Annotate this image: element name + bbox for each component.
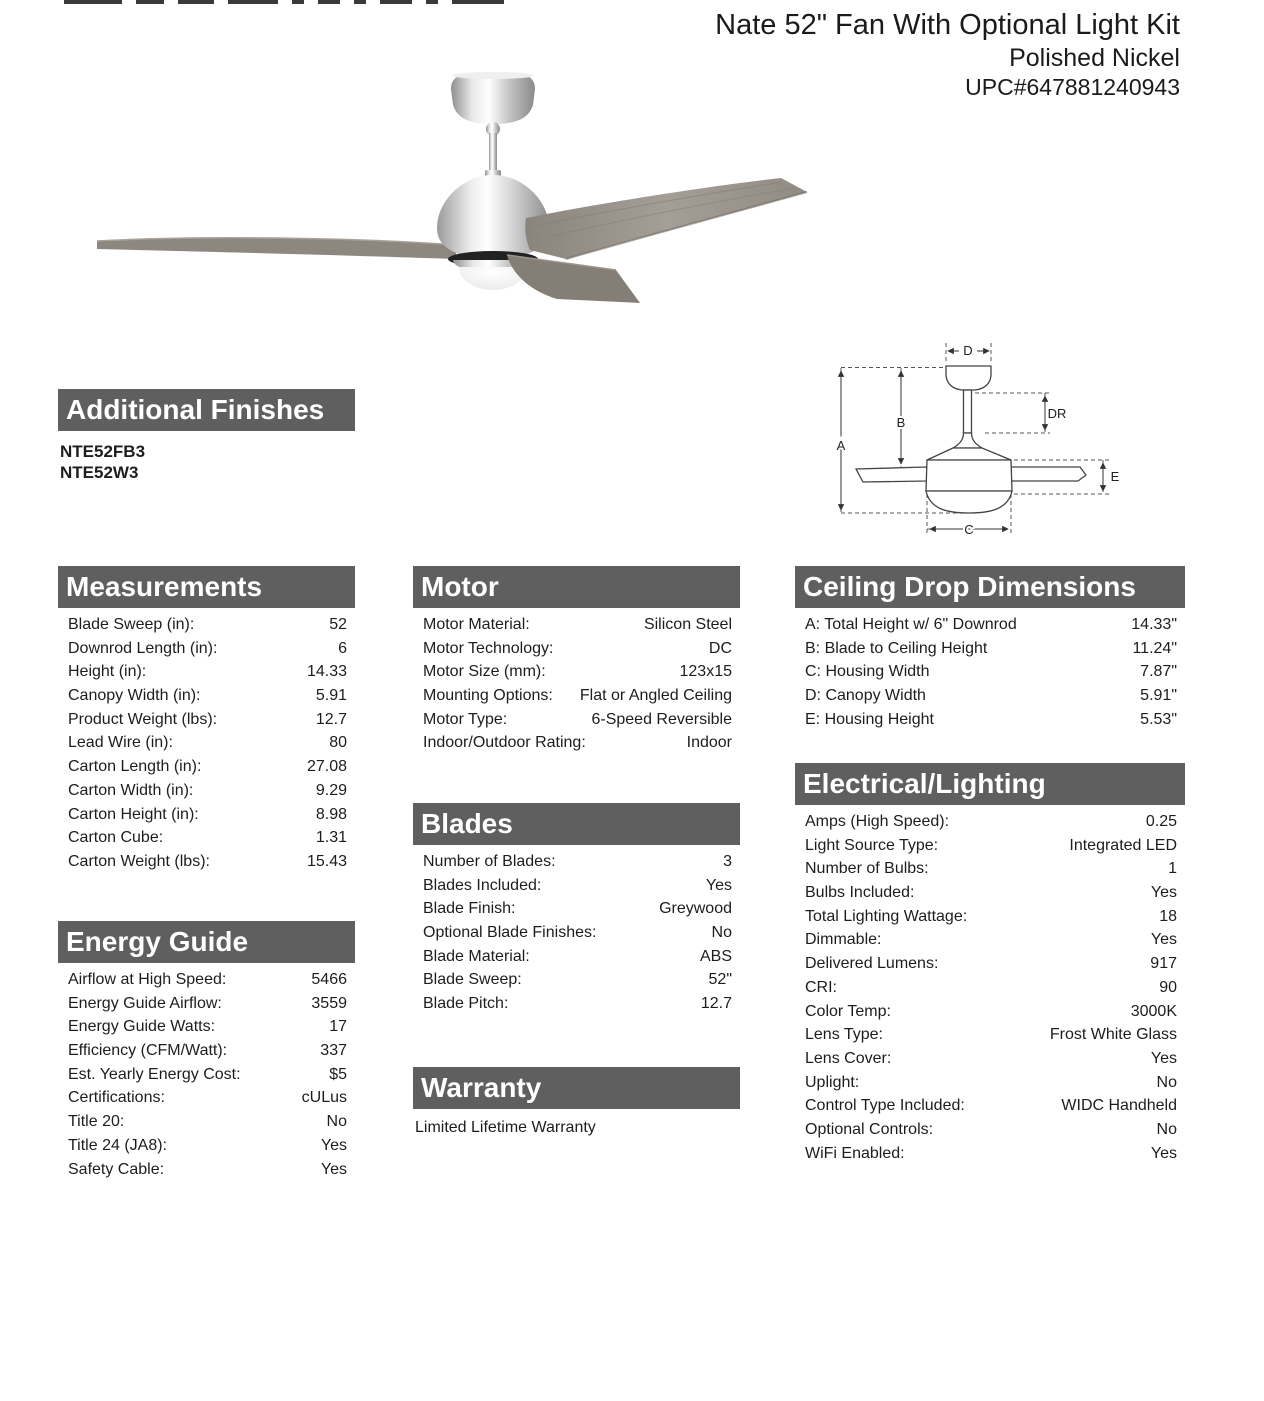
spec-row <box>58 613 355 637</box>
additional-finishes-list <box>58 441 355 483</box>
spec-label: B: Blade to Ceiling Height <box>805 639 988 657</box>
spec-label: Blade Finish: <box>423 900 516 918</box>
spec-value: ABS <box>699 947 732 965</box>
spec-row <box>795 905 1185 929</box>
motor-rows <box>413 613 740 755</box>
spec-value: Yes <box>1150 1049 1177 1067</box>
spec-label: Dimmable: <box>805 931 882 949</box>
spec-value: 80 <box>329 734 347 752</box>
spec-row <box>413 992 740 1016</box>
spec-row <box>795 928 1185 952</box>
spec-row <box>58 684 355 708</box>
spec-label: Energy Guide Airflow: <box>68 994 222 1012</box>
spec-value: 14.33" <box>1131 616 1177 633</box>
spec-label: Blade Pitch: <box>423 995 509 1013</box>
spec-value: Flat or Angled Ceiling <box>579 687 732 705</box>
additional-finishes-header: Additional Finishes <box>58 389 355 431</box>
spec-row <box>58 755 355 779</box>
spec-label: Carton Width (in): <box>68 781 194 799</box>
diagram-housing-cone <box>927 448 1011 460</box>
spec-row <box>795 708 1185 732</box>
ceiling-drop-rows <box>795 613 1185 731</box>
spec-row <box>58 1110 355 1134</box>
spec-value: Greywood <box>659 900 732 918</box>
diagram-blade-right <box>1011 467 1086 481</box>
dim-label-c: C <box>964 522 974 537</box>
energy-guide-section <box>58 921 355 1181</box>
motor-header: Motor <box>413 566 740 608</box>
energy-guide-rows <box>58 968 355 1181</box>
spec-label: Carton Length (in): <box>68 758 202 776</box>
energy-guide-header: Energy Guide <box>58 921 355 963</box>
product-upc: UPC#647881240943 <box>965 74 1180 100</box>
spec-label: Motor Technology: <box>423 639 554 657</box>
electrical-lighting-rows <box>795 810 1185 1165</box>
spec-value: 9.29 <box>315 781 347 799</box>
product-finish: Polished Nickel <box>1009 44 1180 72</box>
spec-value: 17 <box>329 1018 347 1036</box>
ceiling-drop-diagram <box>835 338 1135 553</box>
spec-row <box>58 1158 355 1182</box>
spec-row <box>58 637 355 661</box>
diagram-canopy <box>946 366 991 390</box>
dim-label-dr: DR <box>1047 406 1067 421</box>
ceiling-drop-header: Ceiling Drop Dimensions <box>795 566 1185 608</box>
spec-value: 5.53" <box>1140 710 1177 728</box>
fan-blade-left <box>97 238 456 259</box>
spec-label: Blade Material: <box>423 947 530 965</box>
spec-label: Blades Included: <box>423 876 542 894</box>
spec-row <box>413 874 740 898</box>
spec-label: C: Housing Width <box>805 663 930 681</box>
spec-value: cULus <box>301 1089 347 1107</box>
spec-row <box>58 1039 355 1063</box>
spec-label: WiFi Enabled: <box>805 1144 905 1162</box>
spec-row <box>58 992 355 1016</box>
spec-row <box>413 708 740 732</box>
spec-row <box>58 779 355 803</box>
spec-label: Light Source Type: <box>805 836 939 854</box>
spec-row <box>795 952 1185 976</box>
spec-row <box>413 945 740 969</box>
spec-row <box>795 976 1185 1000</box>
spec-value: 917 <box>1150 955 1177 973</box>
spec-value: 123x15 <box>679 663 732 681</box>
spec-label: Airflow at High Speed: <box>68 971 227 988</box>
spec-row <box>58 803 355 827</box>
spec-row <box>795 881 1185 905</box>
spec-label: Lens Cover: <box>805 1049 892 1067</box>
spec-row <box>795 1047 1185 1071</box>
measurements-rows <box>58 613 355 874</box>
spec-value: 6 <box>338 639 347 657</box>
spec-label: Delivered Lumens: <box>805 955 939 973</box>
spec-label: Certifications: <box>68 1089 165 1107</box>
spec-label: Product Weight (lbs): <box>68 710 218 728</box>
spec-row <box>795 1142 1185 1166</box>
spec-row <box>413 850 740 874</box>
spec-row <box>58 1015 355 1039</box>
spec-label: Carton Cube: <box>68 829 164 847</box>
diagram-downrod <box>964 390 972 433</box>
spec-value: 5.91" <box>1140 687 1177 705</box>
warranty-text: Limited Lifetime Warranty <box>415 1119 596 1136</box>
spec-label: A: Total Height w/ 6" Downrod <box>805 616 1017 633</box>
warranty-section <box>413 1067 740 1137</box>
spec-value: 14.33 <box>306 663 347 681</box>
spec-value: $5 <box>329 1065 347 1083</box>
spec-label: Motor Type: <box>423 710 508 728</box>
spec-value: Frost White Glass <box>1049 1026 1177 1044</box>
spec-row <box>795 613 1185 637</box>
spec-label: Total Lighting Wattage: <box>805 907 968 925</box>
spec-label: Indoor/Outdoor Rating: <box>423 734 586 752</box>
spec-row <box>795 1000 1185 1024</box>
finish-item: NTE52W3 <box>60 463 139 482</box>
spec-label: CRI: <box>805 978 837 996</box>
spec-row <box>58 731 355 755</box>
spec-label: Lens Type: <box>805 1026 883 1044</box>
spec-value: 15.43 <box>306 852 347 870</box>
spec-value: 27.08 <box>306 758 347 776</box>
spec-value: No <box>1156 1120 1177 1138</box>
spec-label: Height (in): <box>68 663 147 681</box>
spec-row <box>795 660 1185 684</box>
spec-row <box>58 968 355 992</box>
spec-row <box>795 1118 1185 1142</box>
spec-label: Title 20: <box>68 1113 125 1131</box>
spec-label: Number of Blades: <box>423 853 556 870</box>
spec-value: 11.24" <box>1132 639 1177 657</box>
spec-label: Carton Weight (lbs): <box>68 852 210 870</box>
diagram-blade-left <box>856 467 927 482</box>
spec-label: Energy Guide Watts: <box>68 1018 216 1036</box>
spec-value: DC <box>708 639 732 657</box>
spec-value: 1.31 <box>315 829 347 847</box>
measurements-header: Measurements <box>58 566 355 608</box>
spec-value: Yes <box>1150 884 1177 902</box>
spec-label: Lead Wire (in): <box>68 734 173 752</box>
spec-label: Blade Sweep: <box>423 971 522 989</box>
spec-value: 1 <box>1168 860 1177 878</box>
spec-label: Canopy Width (in): <box>68 687 201 705</box>
spec-label: Color Temp: <box>805 1002 891 1020</box>
spec-label: Efficiency (CFM/Watt): <box>68 1042 228 1060</box>
spec-label: D: Canopy Width <box>805 687 926 705</box>
spec-value: No <box>326 1113 347 1131</box>
dim-label-e: E <box>1110 469 1120 484</box>
electrical-lighting-section <box>795 763 1185 1165</box>
fan-product-image <box>60 45 820 355</box>
blades-header: Blades <box>413 803 740 845</box>
spec-label: Est. Yearly Energy Cost: <box>68 1065 241 1083</box>
spec-label: Control Type Included: <box>805 1097 965 1115</box>
spec-label: Uplight: <box>805 1073 860 1091</box>
spec-row <box>795 1071 1185 1095</box>
spec-label: Optional Controls: <box>805 1120 934 1138</box>
diagram-housing-band <box>926 460 1012 491</box>
spec-value: 90 <box>1159 978 1177 996</box>
spec-row <box>58 826 355 850</box>
fan-blade-front <box>507 255 640 303</box>
spec-value: Yes <box>320 1136 347 1154</box>
spec-value: Yes <box>1150 1144 1177 1162</box>
spec-row <box>413 731 740 755</box>
dim-label-d: D <box>963 343 973 358</box>
additional-finishes-section <box>58 389 355 483</box>
fan-blade-right <box>525 178 807 259</box>
spec-value: Yes <box>1150 931 1177 949</box>
spec-label: Blade Sweep (in): <box>68 616 195 633</box>
spec-label: E: Housing Height <box>805 710 934 728</box>
spec-value: 8.98 <box>315 805 347 823</box>
ceiling-drop-section <box>795 566 1185 731</box>
spec-label: Motor Material: <box>423 616 530 633</box>
spec-value: 5.91 <box>315 687 347 705</box>
spec-row <box>413 684 740 708</box>
blades-section <box>413 803 740 1016</box>
spec-row <box>795 1094 1185 1118</box>
spec-row <box>58 660 355 684</box>
spec-row <box>413 968 740 992</box>
spec-row <box>795 834 1185 858</box>
spec-value: 12.7 <box>315 710 347 728</box>
finish-item: NTE52FB3 <box>60 442 146 461</box>
spec-value: 12.7 <box>700 995 732 1013</box>
product-title: Nate 52" Fan With Optional Light Kit <box>715 9 1180 41</box>
spec-value: 3 <box>723 853 732 870</box>
spec-row <box>413 921 740 945</box>
spec-value: No <box>711 924 732 942</box>
clipped-header-fragments <box>64 0 504 5</box>
spec-value: Indoor <box>686 734 732 752</box>
spec-row <box>413 897 740 921</box>
spec-value: No <box>1156 1073 1177 1091</box>
spec-row <box>413 613 740 637</box>
spec-row <box>795 810 1185 834</box>
spec-row <box>58 1134 355 1158</box>
dim-label-b: B <box>896 415 906 430</box>
motor-section <box>413 566 740 755</box>
spec-label: Safety Cable: <box>68 1160 165 1178</box>
fan-downrod <box>489 133 497 175</box>
spec-value: 52" <box>708 971 732 989</box>
spec-label: Number of Bulbs: <box>805 860 929 878</box>
measurements-section <box>58 566 355 874</box>
spec-value: 7.87" <box>1140 663 1177 681</box>
spec-value: 337 <box>320 1042 347 1060</box>
spec-value: Silicon Steel <box>643 616 732 633</box>
spec-row <box>795 637 1185 661</box>
spec-value: 3559 <box>311 994 347 1012</box>
electrical-lighting-header: Electrical/Lighting <box>795 763 1185 805</box>
spec-value: 0.25 <box>1145 813 1177 830</box>
diagram-rod-flare <box>953 433 982 448</box>
spec-row <box>58 1063 355 1087</box>
spec-row <box>413 637 740 661</box>
spec-label: Amps (High Speed): <box>805 813 950 830</box>
spec-row <box>795 857 1185 881</box>
spec-row <box>413 660 740 684</box>
spec-row <box>58 708 355 732</box>
spec-value: 5466 <box>311 971 347 988</box>
spec-row <box>795 1023 1185 1047</box>
spec-row <box>58 850 355 874</box>
spec-label: Carton Height (in): <box>68 805 199 823</box>
spec-value: 3000K <box>1130 1002 1177 1020</box>
spec-label: Title 24 (JA8): <box>68 1136 167 1154</box>
spec-row <box>795 684 1185 708</box>
blades-rows <box>413 850 740 1016</box>
spec-label: Motor Size (mm): <box>423 663 546 681</box>
fan-canopy <box>451 74 535 124</box>
spec-value: WIDC Handheld <box>1061 1097 1177 1115</box>
dim-label-a: A <box>836 438 846 453</box>
spec-label: Optional Blade Finishes: <box>423 924 597 942</box>
spec-value: 18 <box>1159 907 1177 925</box>
diagram-lens <box>926 491 1012 513</box>
spec-label: Bulbs Included: <box>805 884 915 902</box>
spec-value: 52 <box>329 616 347 633</box>
spec-row <box>58 1086 355 1110</box>
warranty-header: Warranty <box>413 1067 740 1109</box>
spec-value: Integrated LED <box>1069 836 1177 854</box>
spec-value: 6-Speed Reversible <box>591 710 732 728</box>
spec-label: Downrod Length (in): <box>68 639 218 657</box>
spec-value: Yes <box>320 1160 347 1178</box>
spec-value: Yes <box>705 876 732 894</box>
spec-label: Mounting Options: <box>423 687 553 705</box>
